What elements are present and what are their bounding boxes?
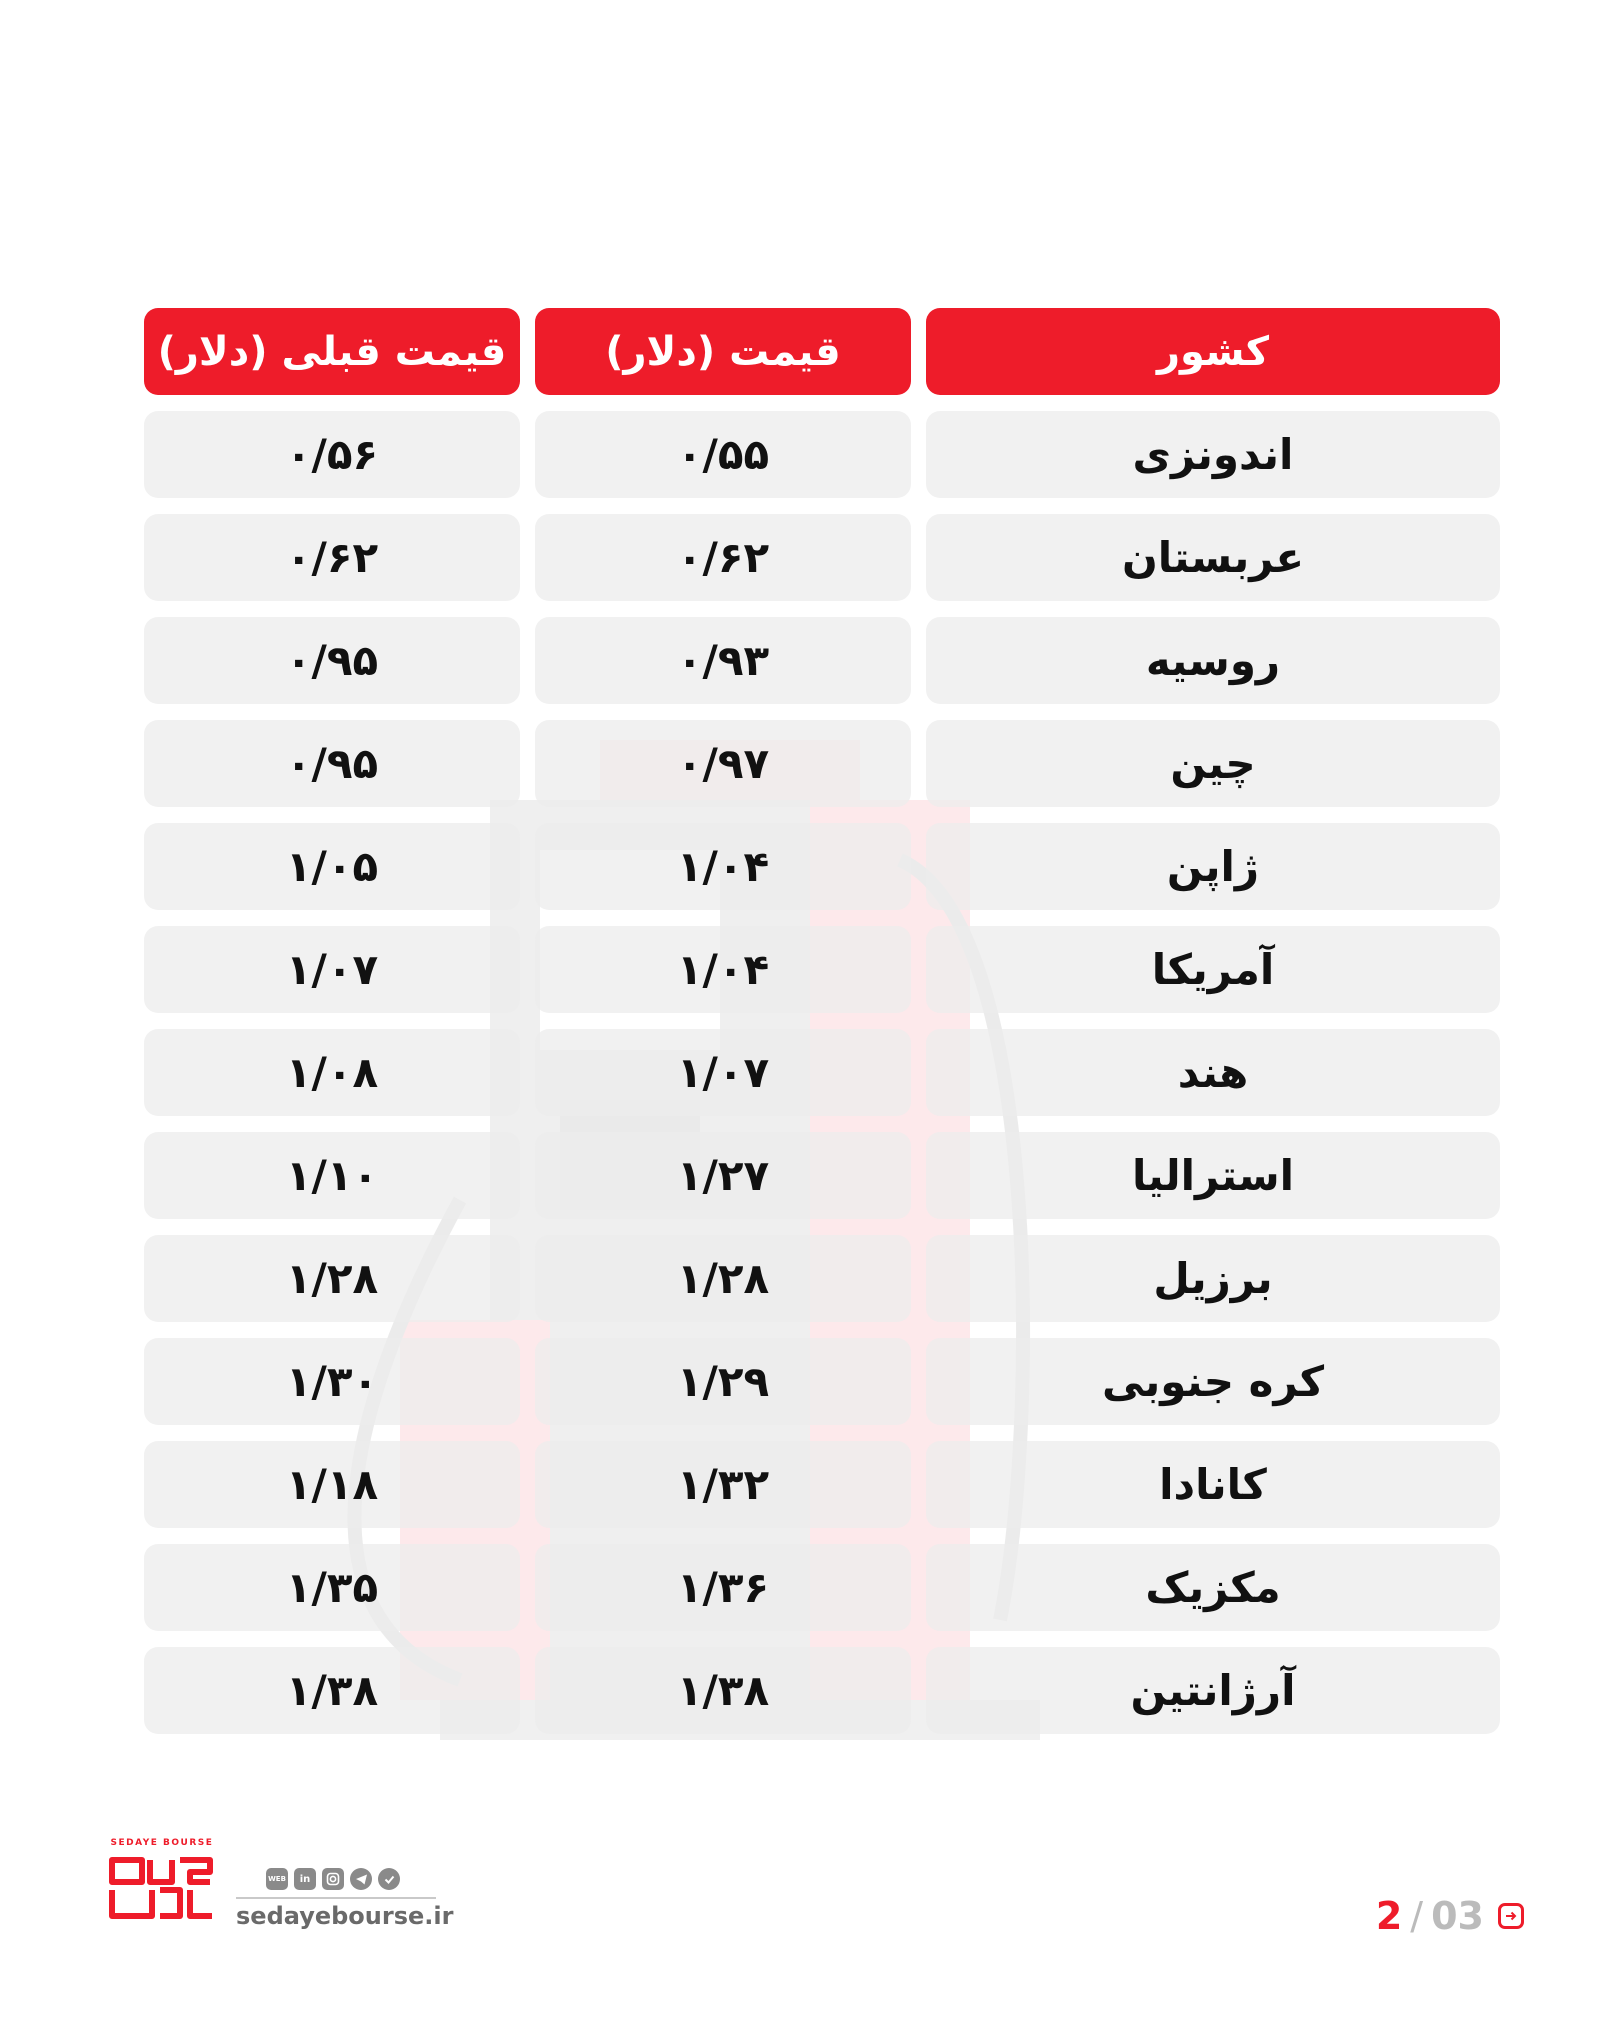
page-separator: / (1410, 1894, 1424, 1938)
price-cell: ۰/۵۵ (535, 411, 911, 498)
website-divider (236, 1897, 436, 1899)
price-cell: ۰/۹۳ (535, 617, 911, 704)
price-cell: ۱/۲۹ (535, 1338, 911, 1425)
country-cell: هند (926, 1029, 1500, 1116)
linkedin-icon[interactable]: in (294, 1868, 316, 1890)
website-link[interactable]: sedayebourse.ir (236, 1902, 454, 1930)
table-row (139, 823, 1500, 910)
country-cell: مکزیک (926, 1544, 1500, 1631)
page-current: 2 (1375, 1894, 1403, 1938)
header-country: کشور (926, 308, 1500, 395)
country-cell: آمریکا (926, 926, 1500, 1013)
country-cell: اندونزی (926, 411, 1500, 498)
header-price: قیمت (دلار) (535, 308, 911, 395)
price-cell: ۱/۲۸ (535, 1235, 911, 1322)
instagram-icon[interactable] (322, 1868, 344, 1890)
previous-price-cell: ۰/۶۲ (144, 514, 520, 601)
country-cell: کره جنوبی (926, 1338, 1500, 1425)
table-row (139, 411, 1500, 498)
brand-caption: SEDAYE BOURSE (110, 1838, 214, 1848)
table-row (139, 926, 1500, 1013)
country-cell: عربستان (926, 514, 1500, 601)
table-row (139, 617, 1500, 704)
fuel-price-table (139, 308, 1500, 1750)
country-cell: آرژانتین (926, 1647, 1500, 1734)
price-cell: ۱/۰۴ (535, 823, 911, 910)
price-cell: ۱/۳۲ (535, 1441, 911, 1528)
previous-price-cell: ۱/۳۵ (144, 1544, 520, 1631)
previous-price-cell: ۰/۹۵ (144, 617, 520, 704)
price-cell: ۰/۶۲ (535, 514, 911, 601)
country-cell: کانادا (926, 1441, 1500, 1528)
table-row (139, 1647, 1500, 1734)
previous-price-cell: ۱/۳۸ (144, 1647, 520, 1734)
country-cell: روسیه (926, 617, 1500, 704)
previous-price-cell: ۱/۰۷ (144, 926, 520, 1013)
check-icon[interactable] (378, 1868, 400, 1890)
table-row (139, 1132, 1500, 1219)
table-row (139, 1029, 1500, 1116)
table-row (139, 514, 1500, 601)
table-row (139, 1338, 1500, 1425)
price-cell: ۱/۲۷ (535, 1132, 911, 1219)
header-previous-price: قیمت قبلی (دلار) (144, 308, 520, 395)
table-row (139, 1235, 1500, 1322)
previous-price-cell: ۱/۲۸ (144, 1235, 520, 1322)
previous-price-cell: ۱/۳۰ (144, 1338, 520, 1425)
previous-price-cell: ۱/۱۸ (144, 1441, 520, 1528)
table-body (139, 411, 1500, 1734)
previous-price-cell: ۱/۱۰ (144, 1132, 520, 1219)
table-header-row (139, 308, 1500, 395)
table-row (139, 1441, 1500, 1528)
sedaye-bourse-logo (104, 1838, 220, 1930)
country-cell: چین (926, 720, 1500, 807)
price-cell: ۱/۰۴ (535, 926, 911, 1013)
price-cell: ۱/۰۷ (535, 1029, 911, 1116)
previous-price-cell: ۰/۵۶ (144, 411, 520, 498)
price-cell: ۰/۹۷ (535, 720, 911, 807)
country-cell: برزیل (926, 1235, 1500, 1322)
previous-price-cell: ۰/۹۵ (144, 720, 520, 807)
table-row (139, 1544, 1500, 1631)
previous-price-cell: ۱/۰۵ (144, 823, 520, 910)
social-icons (266, 1868, 400, 1890)
price-cell: ۱/۳۸ (535, 1647, 911, 1734)
previous-price-cell: ۱/۰۸ (144, 1029, 520, 1116)
country-cell: ژاپن (926, 823, 1500, 910)
page-indicator (1376, 1894, 1524, 1938)
next-page-icon[interactable] (1498, 1903, 1524, 1929)
table-row (139, 720, 1500, 807)
country-cell: استرالیا (926, 1132, 1500, 1219)
web-icon[interactable]: WEB (266, 1868, 288, 1890)
telegram-icon[interactable] (350, 1868, 372, 1890)
page-total: 03 (1431, 1894, 1484, 1938)
price-cell: ۱/۳۶ (535, 1544, 911, 1631)
